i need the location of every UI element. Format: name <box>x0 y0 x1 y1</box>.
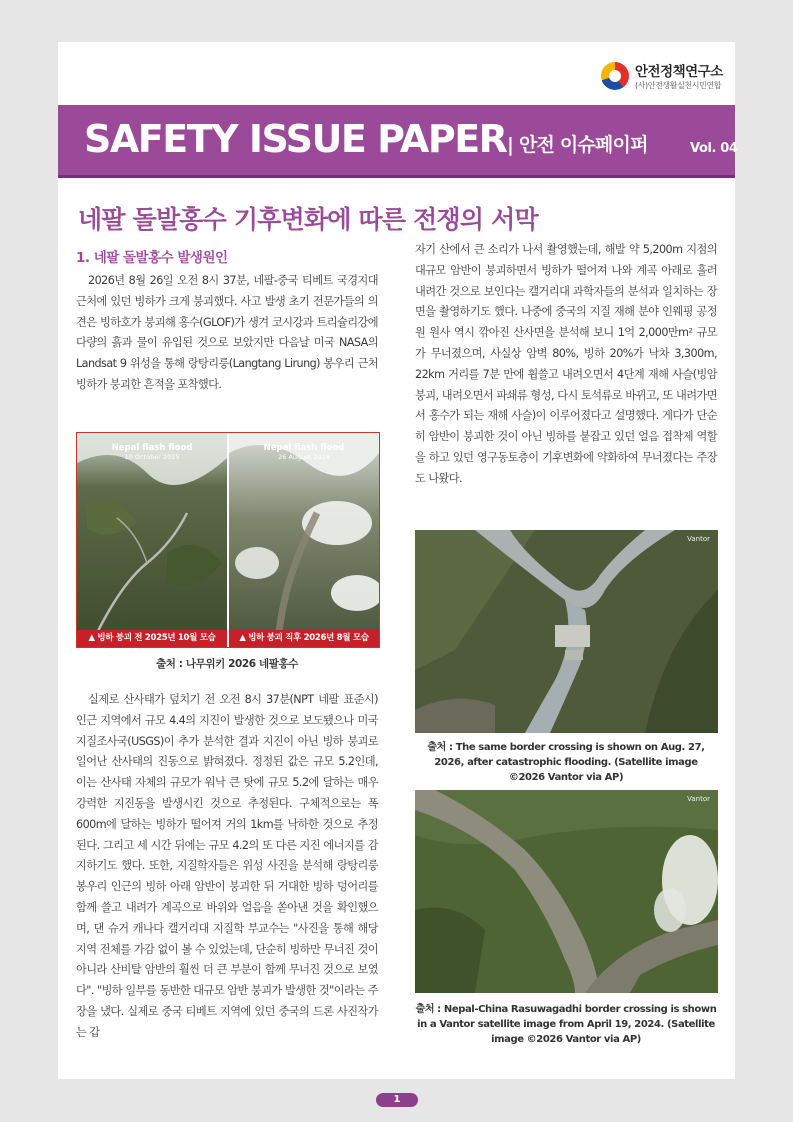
org-logo <box>601 58 741 98</box>
satellite-comparison-image <box>77 433 379 647</box>
right-panel-title: Nepal flash flood <box>263 443 345 453</box>
paragraph-3: 자기 산에서 큰 소리가 나서 촬영했는데, 해발 약 5,200m 지점의 대규모 암반이 붕괴하면서 빙하가 떨어져 나와 계곡 아래로 흘러 내려간 것으로 보인다는 캘거리대 과학자들의 분석과 일치하는 장면을 촬영하기도 했다. 나중에 중국의 지질 재해 분야 인웨핑 공정원 원사 역시 깎아진 산사면을 분석해 보니 1억 2,000만m² 규모가 무너졌으며, 사실상 암벽 80%, 빙하 20%가 낙차 3,300m, 22km 거리를 7분 만에 휩쓸고 내려오면서 4단계 재해 사슬(빙암 붕괴, 내려오면서 파쇄류 형성, 다시 토석류로 바뀌고, 또 내려가면서 홍수가 되는 재해 사슬)이 이루어졌다고 설명했다. 게다가 단순히 암반이 붕괴한 것이 아닌 빙하를 붙잡고 있던 얼음 접착제 역할을 하고 있던 영구동토층이 기후변화에 약화하여 무너졌다는 주장도 나왔다. <box>415 243 717 485</box>
org-subname: (사)안전생활실천시민연합 <box>635 81 722 90</box>
figure3-caption: 출처 : Nepal-China Rasuwagadhi border crossing is shown in a Vantor satellite image from April 19, 2024. (Satellite image ©2026 Vantor via AP) <box>415 1004 717 1045</box>
org-emblem-icon <box>601 62 629 90</box>
satellite-image-after <box>415 530 718 733</box>
watermark: Vantor <box>687 795 710 803</box>
figure2-caption: 출처 : The same border crossing is shown on Aug. 27, 2026, after catastrophic flooding. (Satellite image ©2026 Vantor via AP) <box>427 742 705 783</box>
figure-border-after-flood <box>415 530 718 733</box>
org-name: 안전정책연구소 <box>635 64 723 80</box>
before-label-bar: ▲ 빙하 붕괴 전 2025년 10월 모습 <box>77 630 227 647</box>
page-number: 1 <box>376 1093 418 1107</box>
figure-flood-comparison <box>76 432 380 648</box>
right-panel-date: 26 August 2026 <box>278 453 330 461</box>
title-banner <box>58 105 738 178</box>
banner-volume: Vol. 04 <box>690 141 738 156</box>
left-panel-date: 10 October 2025 <box>124 453 180 461</box>
watermark: Vantor <box>687 535 710 543</box>
page-headline: 네팔 돌발홍수 기후변화에 따른 전쟁의 서막 <box>78 205 538 234</box>
paragraph-1: 2026년 8월 26일 오전 8시 37분, 네팔-중국 티베트 국경지대 근처에 있던 빙하가 크게 붕괴했다. 사고 발생 초기 전문가들의 의견은 빙하호가 붕괴해 홍수(GLOF)가 생겨 코시강과 트리슐리강에 다량의 흙과 물이 유입된 것으로 보았지만 다음날 미국 NASA의 Landsat 9 위성을 통해 랑탕리룽(Langtang Lirung) 봉우리 근처 빙하가 붕괴한 흔적을 포착했다. <box>76 274 378 391</box>
left-panel-title: Nepal flash flood <box>111 443 193 453</box>
figure1-caption: 출처 : 나무위키 2026 네팔홍수 <box>156 658 298 670</box>
after-label-bar: ▲ 빙하 붕괴 직후 2026년 8월 모습 <box>229 630 379 647</box>
banner-title: SAFETY ISSUE PAPER <box>84 117 507 161</box>
banner-subtitle: | 안전 이슈페이퍼 <box>507 134 648 156</box>
satellite-image-before <box>415 790 718 993</box>
section-heading: 1. 네팔 돌발홍수 발생원인 <box>76 250 228 266</box>
figure-border-before-flood <box>415 790 718 993</box>
paragraph-2: 실제로 산사태가 덮치기 전 오전 8시 37분(NPT 네팔 표준시) 인근 지역에서 규모 4.4의 지진이 발생한 것으로 보도됐으나 미국 지질조사국(USGS)이 추가 분석한 결과 지진이 아닌 빙하 붕괴로 일어난 산사태의 진동으로 밝혀졌다. 정정된 값은 규모 5.2인데, 이는 산사태 자체의 규모가 워낙 큰 탓에 규모 5.2에 달하는 매우 강력한 지진동을 발생시킨 것으로 추정된다. 구체적으로는 폭 600m에 달하는 빙하가 떨어져 거의 1km를 낙하한 것으로 추정된다. 그리고 세 시간 뒤에는 규모 4.2의 또 다른 지진 에너지를 감지하기도 했다. 또한, 지질학자들은 위성 사진을 분석해 랑탕리룽 봉우리 인근의 빙하 아래 암반이 붕괴한 뒤 거대한 빙하 덩어리를 함께 쓸고 내려가 계곡으로 바위와 얼음을 쏟아낸 것을 확인했으며, 댄 슈거 캐나다 캘거리대 지질학 부교수는 "사진을 통해 해당 지역 전체를 가감 없이 볼 수 있었는데, 단순히 빙하만 무너진 것이 아니라 산비탈 암반의 훨씬 더 큰 부분이 함께 무너진 것으로 보였다". "빙하 일부를 동반한 대규모 암반 붕괴가 발생한 것"이라는 주장을 냈다. 실제로 중국 티베트 지역에 있던 중국의 드론 사진작가는 갑 <box>76 693 378 1039</box>
